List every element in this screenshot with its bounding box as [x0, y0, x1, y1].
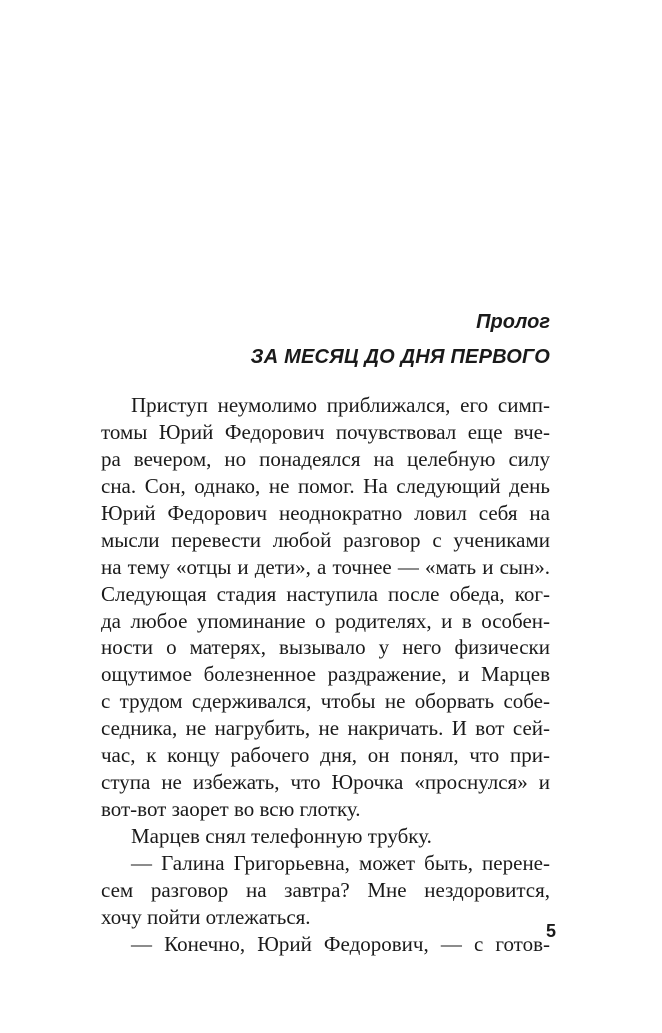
text-line: час, к концу рабочего дня, он понял, что при- [101, 743, 550, 768]
text-line: томы Юрий Федорович почувствовал еще вче- [101, 419, 550, 444]
text-line: сем разговор на завтра? Мне нездоровится, [101, 877, 550, 902]
text-line: Юрий Федорович неоднократно ловил себя на [101, 500, 550, 525]
text-line: ра вечером, но понадеялся на целебную силу [101, 446, 550, 471]
text-line: седника, не нагрубить, не накричать. И вот сей- [101, 716, 550, 741]
text-line: ступа не избежать, что Юрочка «проснулся» и [101, 770, 550, 795]
text-line: с трудом сдерживался, чтобы не оборвать собе- [101, 689, 550, 714]
text-line: — Галина Григорьевна, может быть, перене- [131, 850, 550, 875]
text-line: на тему «отцы и дети», а точнее — «мать и сын». [101, 554, 550, 579]
text-line: хочу пойти отлежаться. [101, 904, 311, 929]
body-text [101, 392, 550, 958]
text-line: Следующая стадия наступила после обеда, ког- [101, 581, 550, 606]
chapter-label: Пролог [476, 311, 550, 333]
text-line: Приступ неумолимо приближался, его симп- [131, 393, 550, 417]
text-line: вот-вот заорет во всю глотку. [101, 797, 361, 822]
page-number: 5 [545, 921, 556, 941]
text-line: сна. Сон, однако, не помог. На следующий день [101, 473, 550, 498]
text-line: мысли перевести любой разговор с учениками [101, 527, 550, 552]
text-line: да любое упоминание о родителях, и в особен- [101, 608, 550, 633]
chapter-title: ЗА МЕСЯЦ ДО ДНЯ ПЕРВОГО [250, 346, 550, 368]
text-line: ощутимое болезненное раздражение, и Марцев [101, 662, 550, 687]
text-line: ности о матерях, вызывало у него физически [101, 635, 550, 660]
text-line: — Конечно, Юрий Федорович, — с готов- [131, 931, 550, 956]
text-line: Марцев снял телефонную трубку. [131, 824, 432, 848]
